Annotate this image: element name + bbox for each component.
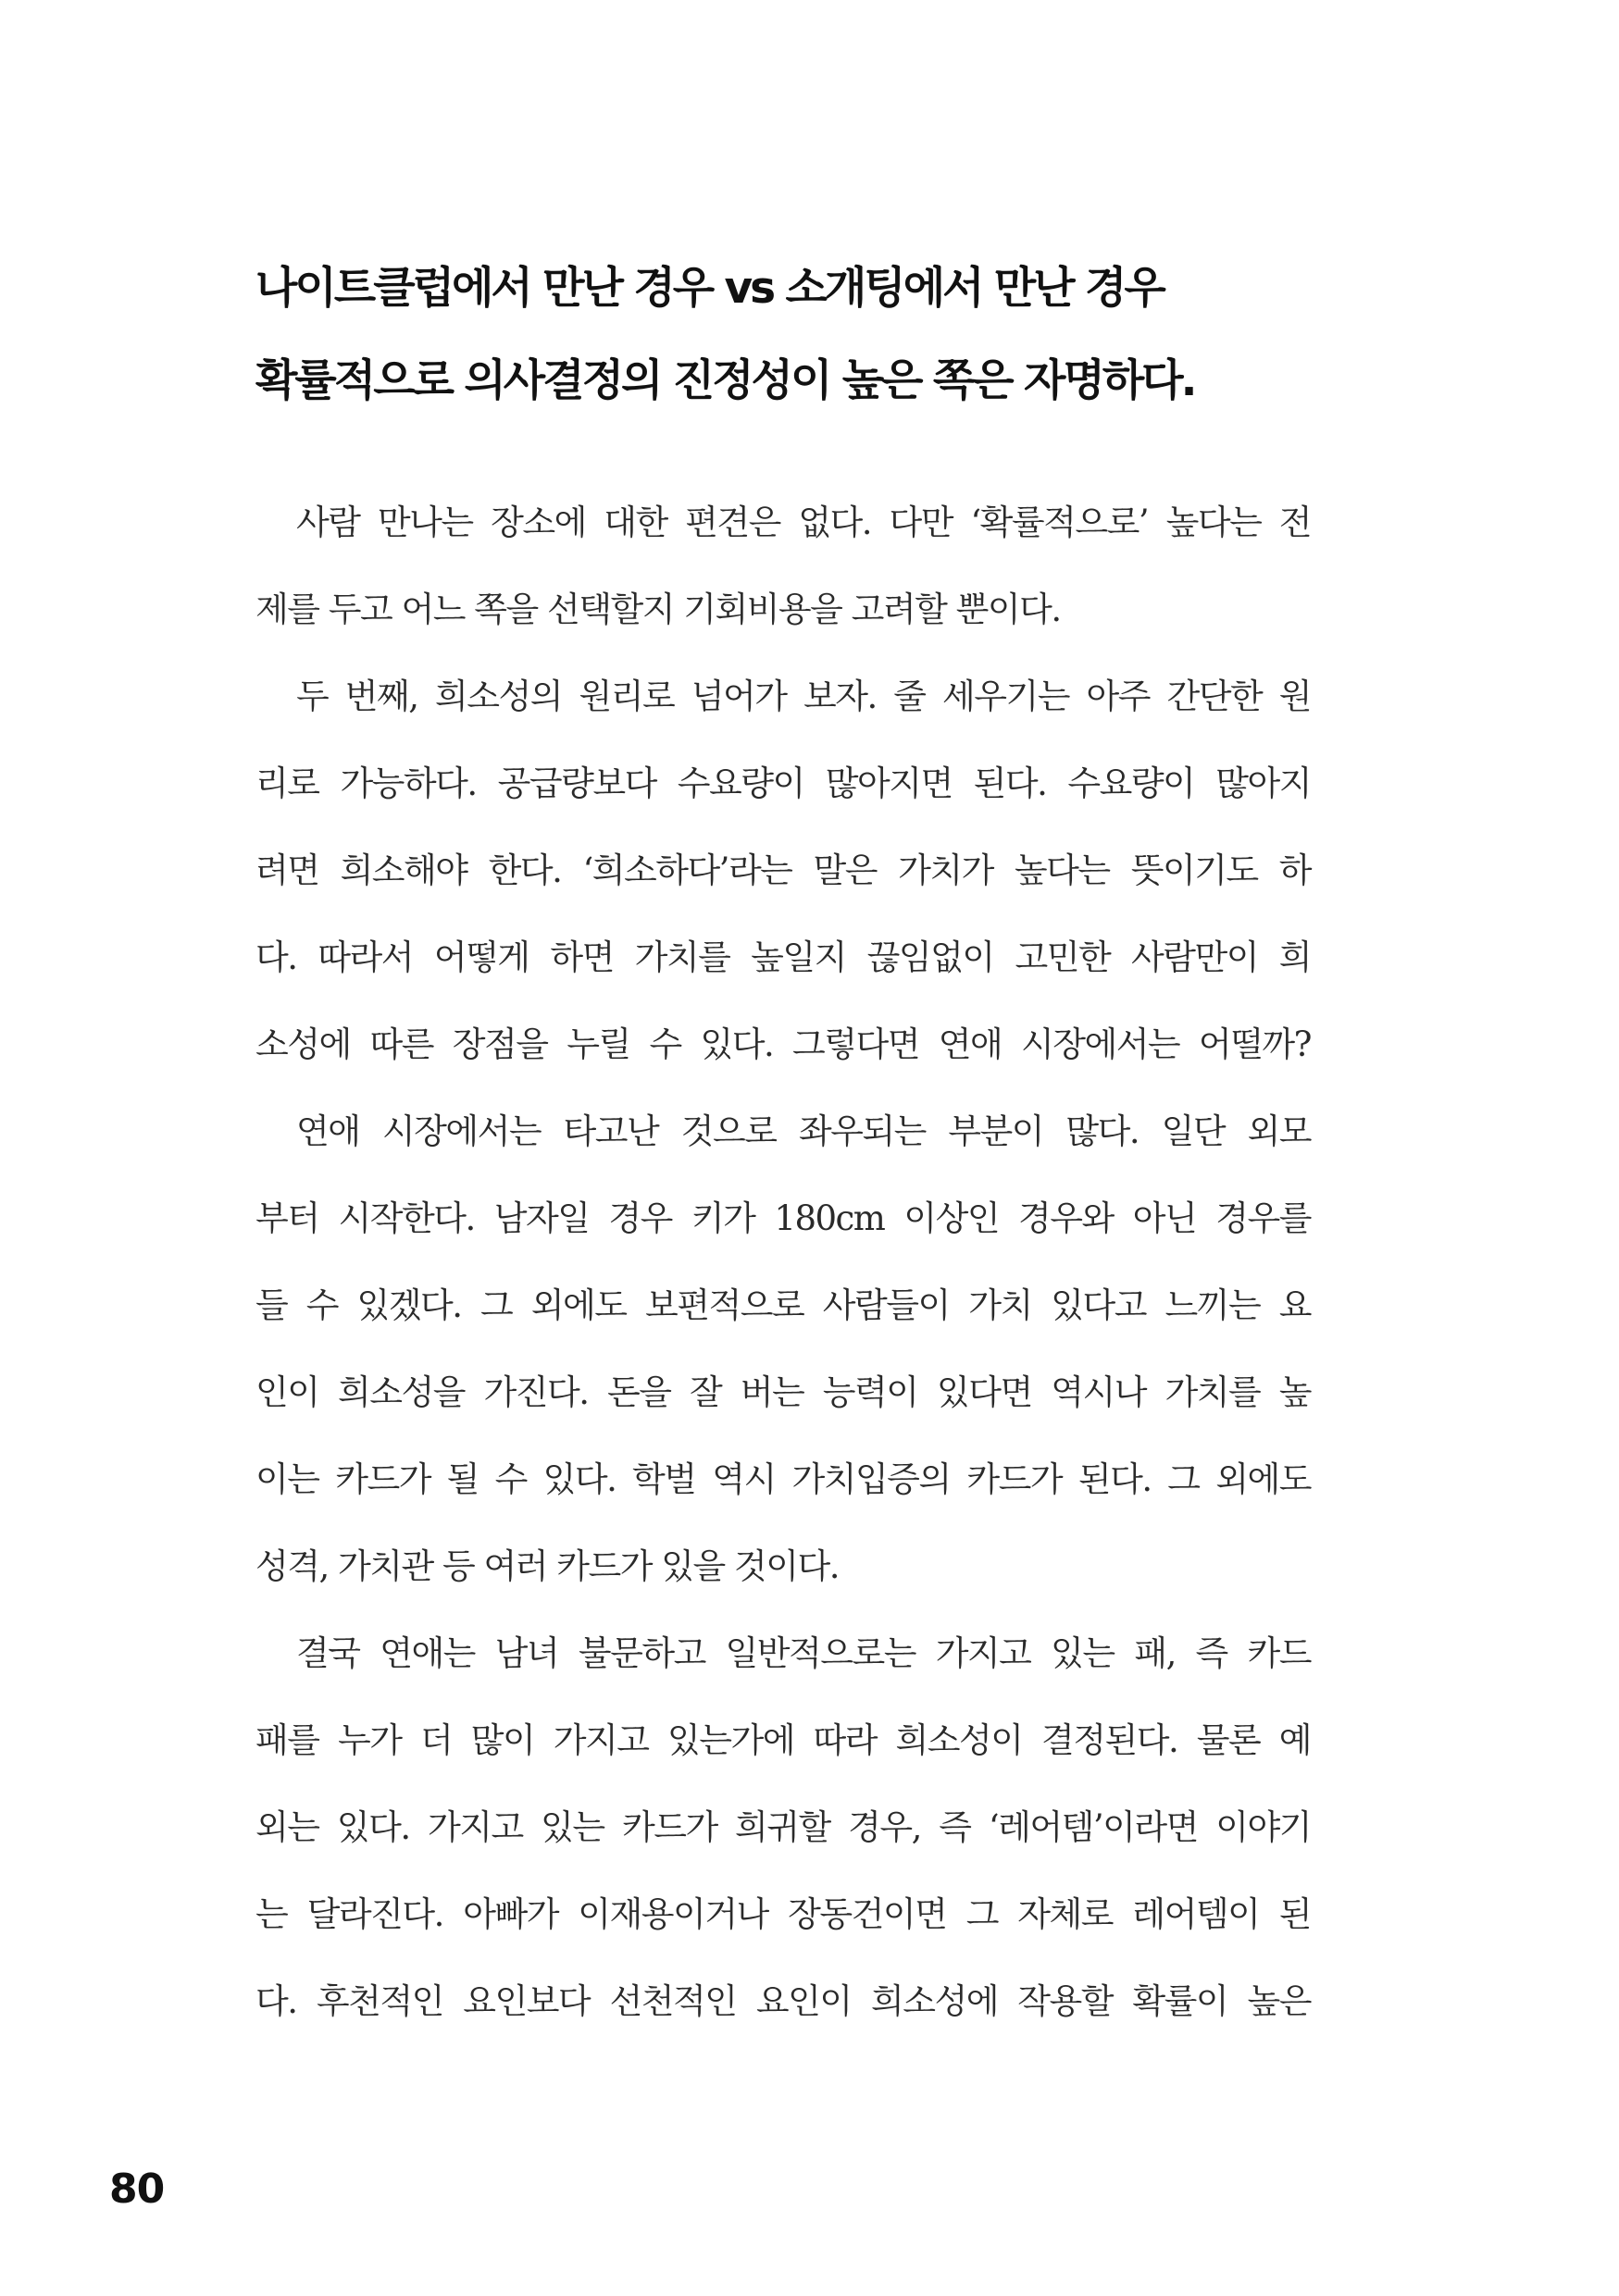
- text-line: 다. 따라서 어떻게 하면 가치를 높일지 끊임없이 고민한 사람만이 희: [255, 937, 1311, 977]
- text-line: 부터 시작한다. 남자일 경우 키가 180cm 이상인 경우와 아닌 경우를: [255, 1198, 1311, 1238]
- text-line: 패를 누가 더 많이 가지고 있는가에 따라 희소성이 결정된다. 물론 예: [255, 1720, 1311, 1760]
- text-line: 들 수 있겠다. 그 외에도 보편적으로 사람들이 가치 있다고 느끼는 요: [255, 1285, 1311, 1325]
- text-line: 연애 시장에서는 타고난 것으로 좌우되는 부분이 많다. 일단 외모: [296, 1111, 1311, 1151]
- text-line: 제를 두고 어느 쪽을 선택할지 기회비용을 고려할 뿐이다.: [255, 590, 1061, 629]
- text-line: 인이 희소성을 가진다. 돈을 잘 버는 능력이 있다면 역시나 가치를 높: [255, 1372, 1311, 1412]
- text-line: 이는 카드가 될 수 있다. 학벌 역시 가치입증의 카드가 된다. 그 외에도: [255, 1459, 1311, 1499]
- page-number: 80: [109, 2166, 165, 2213]
- heading-line-2: 확률적으로 의사결정의 진정성이 높은 쪽은 자명하다.: [255, 355, 1195, 406]
- text-line: 리로 가능하다. 공급량보다 수요량이 많아지면 된다. 수요량이 많아지: [255, 763, 1311, 803]
- text-line: 외는 있다. 가지고 있는 카드가 희귀할 경우, 즉 ‘레어템’이라면 이야기: [255, 1807, 1311, 1847]
- heading-line-1: 나이트클럽에서 만난 경우 vs 소개팅에서 만난 경우: [255, 263, 1164, 314]
- text-line: 려면 희소해야 한다. ‘희소하다’라는 말은 가치가 높다는 뜻이기도 하: [255, 850, 1311, 890]
- body-text: [255, 479, 1311, 2045]
- text-line: 성격, 가치관 등 여러 카드가 있을 것이다.: [255, 1546, 839, 1586]
- text-line: 사람 만나는 장소에 대한 편견은 없다. 다만 ‘확률적으로’ 높다는 전: [296, 503, 1311, 542]
- text-line: 결국 연애는 남녀 불문하고 일반적으로는 가지고 있는 패, 즉 카드: [296, 1633, 1311, 1673]
- text-line: 두 번째, 희소성의 원리로 넘어가 보자. 줄 세우기는 아주 간단한 원: [296, 676, 1311, 716]
- text-line: 소성에 따른 장점을 누릴 수 있다. 그렇다면 연애 시장에서는 어떨까?: [255, 1024, 1311, 1064]
- text-line: 는 달라진다. 아빠가 이재용이거나 장동건이면 그 자체로 레어템이 된: [255, 1894, 1311, 1934]
- section-heading: [255, 242, 1440, 428]
- text-line: 다. 후천적인 요인보다 선천적인 요인이 희소성에 작용할 확률이 높은: [255, 1981, 1311, 2021]
